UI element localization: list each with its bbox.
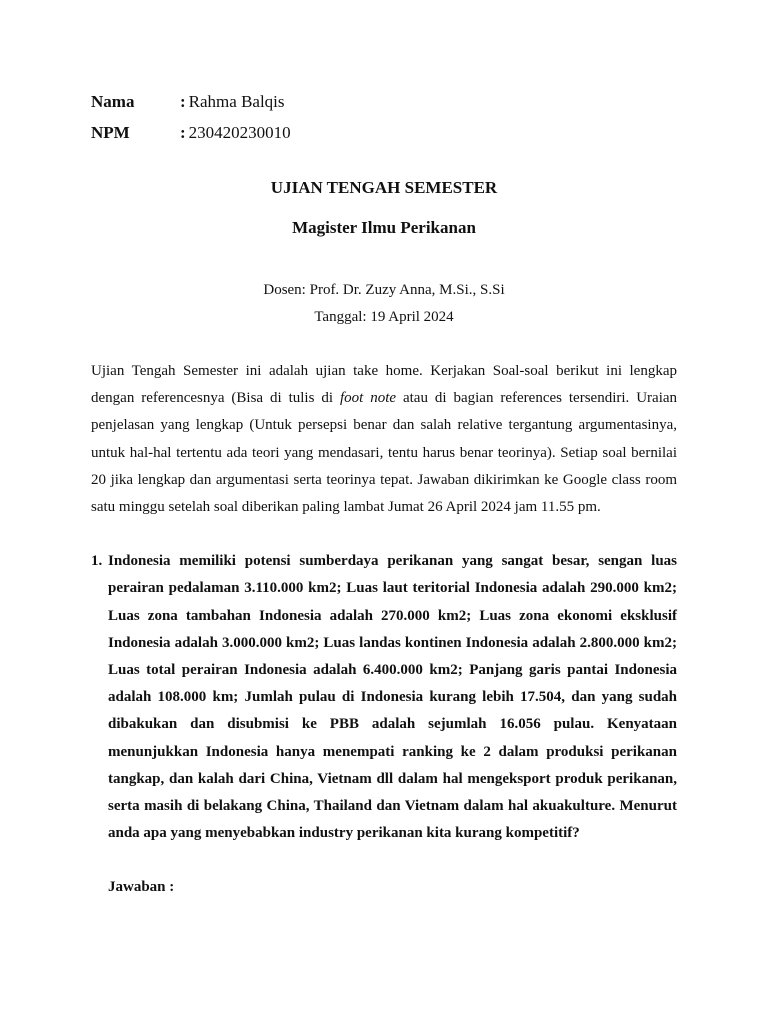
exam-subtitle: Magister Ilmu Perikanan	[292, 218, 476, 237]
lecturer-line: Dosen: Prof. Dr. Zuzy Anna, M.Si., S.Si	[263, 282, 505, 298]
npm-separator: :	[180, 123, 186, 142]
title-block	[91, 176, 677, 240]
npm-row	[91, 123, 677, 154]
instructions-text-2: atau di bagian references tersendiri. Uraian penjelasan yang lengkap (Untuk persepsi benar dan salah relative tergantung argumentasinya, untuk hal-hal tertentu ada teori yang mendasari, tentu harus benar teorinya). Setiap soal bernilai 20 jika lengkap dan argumentasi serta teorinya tepat. Jawaban dikirimkan ke Google class room satu minggu setelah soal diberikan paling lambat Jumat 26 April 2024 jam 11.55 pm.	[91, 390, 678, 516]
question-number: 1.	[91, 553, 103, 570]
exam-title: UJIAN TENGAH SEMESTER	[270, 178, 498, 197]
name-separator: :	[180, 92, 186, 111]
question-text: Indonesia memiliki potensi sumberdaya perikanan yang sangat besar, sengan luas perairan pedalaman 3.110.000 km2; Luas laut teritorial Indonesia adalah 290.000 km2; Luas zona tambahan Indonesia adalah 270.000 km2; Luas zona ekonomi eksklusif Indonesia adalah 3.000.000 km2; Luas landas kontinen Indonesia adalah 2.800.000 km2; Luas total perairan Indonesia adalah 6.400.000 km2; Panjang garis pantai Indonesia adalah 108.000 km; Jumlah pulau di Indonesia kurang lebih 17.504, dan yang sudah dibakukan dan disubmisi ke PBB adalah sejumlah 16.056 pulau. Kenyataan menunjukkan Indonesia hanya menempati ranking ke 2 dalam produksi perikanan tangkap, dan kalah dari China, Vietnam dll dalam hal mengeksport produk perikanan, serta masih di belakang China, Thailand dan Vietnam dalam hal akuakulture. Menurut anda apa yang menyebabkan industry perikanan kita kurang kompetitif?	[108, 553, 677, 842]
npm-value: 230420230010	[188, 123, 291, 142]
instructions-paragraph	[91, 358, 677, 521]
answer-label: Jawaban :	[108, 879, 175, 896]
instructions-emphasis: foot note	[339, 390, 397, 407]
exam-meta	[91, 277, 677, 331]
instructions-text-1: Ujian Tengah Semester ini adalah ujian take home. Kerjakan Soal-soal berikut ini lengkap dengan referencesnya (Bisa di tulis di	[91, 363, 677, 407]
name-label: Nama	[91, 92, 135, 111]
name-row	[91, 92, 677, 123]
npm-label: NPM	[91, 123, 130, 142]
name-value: Rahma Balqis	[188, 92, 285, 111]
date-line: Tanggal: 19 April 2024	[314, 309, 454, 325]
question-item	[91, 548, 677, 847]
